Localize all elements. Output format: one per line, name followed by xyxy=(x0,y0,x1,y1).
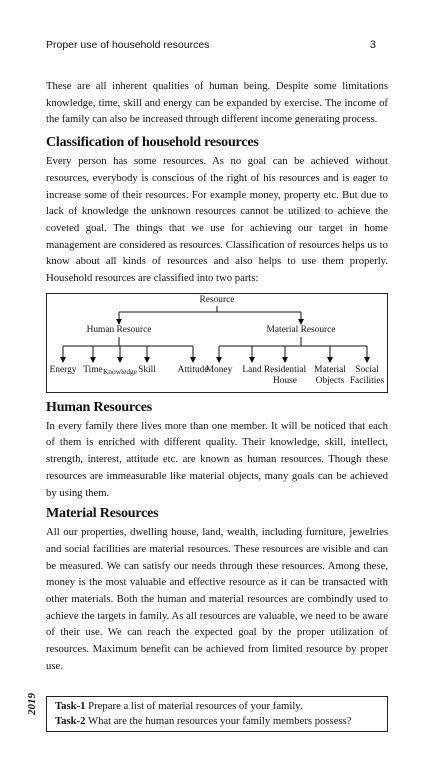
page-content xyxy=(46,78,388,675)
classification-paragraph: Every person has some resources. As no goal can be achieved without resources, everybody is conscious of the right of his resources and is eager to increase some of their resources. For example money, property etc. But due to lack of knowledge the unknown resources cannot be utilized to achieve the coveted goal. The things that we use for achieving our target in home management are considered as resources. Classification of resources helps us to know about all kinds of resources and also helps to use them properly. Household resources are classified into two parts: xyxy=(46,155,388,285)
node-skill: Skill xyxy=(138,364,156,375)
node-money: Money xyxy=(205,364,233,375)
task-2 xyxy=(55,714,352,728)
node-resource: Resource xyxy=(199,294,235,305)
node-material-objects: Material Objects xyxy=(314,364,346,386)
task-1 xyxy=(55,699,303,713)
material-resources-heading: Material Resources xyxy=(46,506,159,522)
intro-paragraph: These are all inherent qualities of human being. Despite some limitations knowledge, time, skill and energy can be expanded by exercise. The income of the family can also be increased through different income generating process. xyxy=(46,80,388,126)
material-resources-paragraph: All our properties, dwelling house, land, wealth, including furniture, jewelries and social facilities are material resources. These resources are visible and can be measured. We can satisfy our needs through these resources. Among these, money is the most valuable and effective resource as it can be transacted with other materials. Both the human and material resources are combindly used to achieve the targets in family. As all resources are valuable, we need to be aware of their use. We can reach the expected goal by the proper utilization of resources. Maximum benefit can be achieved from limited resource by proper use. xyxy=(46,526,388,672)
node-material-resource: Material Resource xyxy=(266,324,336,335)
page-header xyxy=(46,39,376,55)
page-number: 3 xyxy=(369,39,376,51)
task-2-text: What are the human resources your family members possess? xyxy=(85,715,352,727)
node-social-facilities: Social Facilities xyxy=(349,364,385,386)
node-attitude: Attitude xyxy=(177,364,209,375)
resource-classification-diagram xyxy=(46,293,388,393)
task-1-text: Prepare a list of material resources of your family. xyxy=(85,700,303,712)
node-knowledge: Knowledge xyxy=(102,366,138,376)
node-time: Time xyxy=(83,364,103,375)
human-resources-paragraph: In every family there lives more than one member. It will be noticed that each of them is enriched with different quality. Their knowledge, skill, intellect, strength, interest, attitude etc. are known as human resources. Though these resources are immeasurable like material objects, many goals can be achieved by using them. xyxy=(46,419,388,499)
task-1-label: Task-1 xyxy=(55,700,86,712)
task-2-label: Task-2 xyxy=(55,715,86,727)
node-human-resource: Human Resource xyxy=(86,324,152,335)
classification-heading: Classification of household resources xyxy=(46,135,259,151)
side-year: 2019 xyxy=(26,693,38,715)
node-land: Land xyxy=(242,364,262,375)
running-title: Proper use of household resources xyxy=(46,39,210,51)
node-residential-house: Residential House xyxy=(263,364,307,386)
human-resources-heading: Human Resources xyxy=(46,399,153,415)
node-energy: Energy xyxy=(49,364,77,375)
task-box xyxy=(46,696,388,732)
